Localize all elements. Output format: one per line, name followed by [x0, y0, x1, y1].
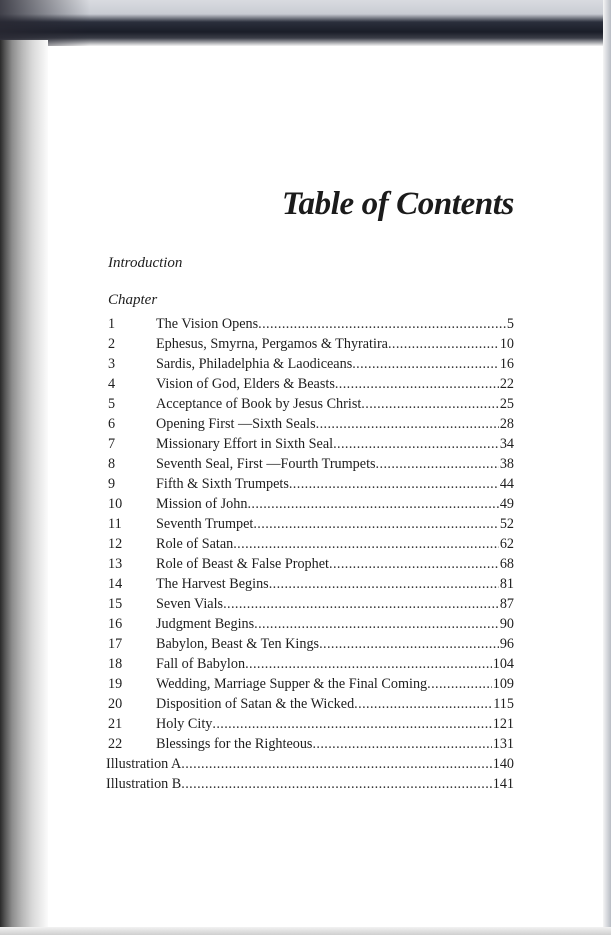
table-of-contents-list [106, 314, 514, 794]
chapter-number: 11 [108, 516, 122, 532]
chapter-number: 8 [108, 456, 116, 472]
chapter-title: Fifth & Sixth Trumpets [156, 476, 289, 492]
chapter-title: The Harvest Begins [156, 576, 269, 592]
page-number: 49 [499, 496, 514, 512]
dot-leader [253, 514, 498, 534]
toc-chapter-row[interactable] [106, 574, 514, 594]
chapter-title: Seventh Seal, First —Fourth Trumpets [156, 456, 376, 472]
dot-leader [333, 434, 499, 454]
toc-chapter-row[interactable] [106, 634, 514, 654]
chapter-number: 6 [108, 416, 116, 432]
page-number: 140 [492, 756, 514, 772]
page-number: 68 [499, 556, 514, 572]
chapter-title: Vision of God, Elders & Beasts [156, 376, 335, 392]
dot-leader [316, 414, 499, 434]
chapter-title: Blessings for the Righteous [156, 736, 313, 752]
toc-chapter-row[interactable] [106, 594, 514, 614]
toc-chapter-row[interactable] [106, 614, 514, 634]
introduction-entry: Introduction [108, 255, 183, 271]
chapter-title: Holy City [156, 716, 213, 732]
toc-chapter-row[interactable] [106, 534, 514, 554]
toc-chapter-row[interactable] [106, 514, 514, 534]
toc-chapter-row[interactable] [106, 654, 514, 674]
chapter-title: Babylon, Beast & Ten Kings [156, 636, 320, 652]
toc-chapter-row[interactable] [106, 674, 514, 694]
dot-leader [269, 574, 499, 594]
chapter-title: Wedding, Marriage Supper & the Final Coming [156, 676, 428, 692]
chapter-number: 7 [108, 436, 116, 452]
dot-leader [361, 394, 499, 414]
chapter-number: 19 [108, 676, 123, 692]
toc-chapter-row[interactable] [106, 554, 514, 574]
dot-leader [212, 714, 491, 734]
chapter-title: Role of Beast & False Prophet [156, 556, 329, 572]
chapter-number: 14 [108, 576, 123, 592]
illustration-title: Illustration A [106, 756, 182, 772]
chapter-title: Disposition of Satan & the Wicked [156, 696, 355, 712]
chapter-number: 15 [108, 596, 123, 612]
page-number: 10 [499, 336, 514, 352]
illustration-title: Illustration B [106, 776, 182, 792]
toc-chapter-row[interactable] [106, 374, 514, 394]
book-cover-top-edge [0, 0, 611, 46]
toc-chapter-row[interactable] [106, 714, 514, 734]
page-number: 90 [499, 616, 514, 632]
dot-leader [329, 554, 499, 574]
chapter-number: 22 [108, 736, 123, 752]
chapter-title: Seventh Trumpet [156, 516, 254, 532]
chapter-number: 21 [108, 716, 123, 732]
page-number: 87 [499, 596, 514, 612]
dot-leader [254, 614, 499, 634]
chapter-title: Mission of John [156, 496, 248, 512]
toc-chapter-row[interactable] [106, 694, 514, 714]
chapter-number: 1 [108, 316, 116, 332]
page-number: 44 [499, 476, 514, 492]
chapter-title: Acceptance of Book by Jesus Christ [156, 396, 362, 412]
page-number: 109 [492, 676, 514, 692]
page-number: 5 [506, 316, 514, 332]
dot-leader [245, 654, 492, 674]
page-right-edge [603, 0, 611, 935]
dot-leader [289, 474, 499, 494]
dot-leader [388, 334, 499, 354]
chapter-number: 12 [108, 536, 123, 552]
chapter-number: 17 [108, 636, 123, 652]
page-number: 62 [499, 536, 514, 552]
chapter-number: 5 [108, 396, 116, 412]
chapter-title: Missionary Effort in Sixth Seal [156, 436, 334, 452]
page-number: 34 [499, 436, 514, 452]
dot-leader [319, 634, 499, 654]
chapter-column-label: Chapter [108, 292, 158, 308]
page-title: Table of Contents [281, 186, 514, 222]
toc-chapter-row[interactable] [106, 394, 514, 414]
dot-leader [354, 694, 492, 714]
dot-leader [181, 754, 491, 774]
toc-chapter-row[interactable] [106, 454, 514, 474]
chapter-title: Judgment Begins [156, 616, 255, 632]
dot-leader [233, 534, 499, 554]
toc-chapter-row[interactable] [106, 314, 514, 334]
chapter-number: 9 [108, 476, 116, 492]
chapter-title: Seven Vials [156, 596, 224, 612]
page-number: 25 [499, 396, 514, 412]
dot-leader [181, 774, 491, 794]
dot-leader [258, 314, 506, 334]
toc-chapter-row[interactable] [106, 734, 514, 754]
toc-chapter-row[interactable] [106, 474, 514, 494]
chapter-number: 16 [108, 616, 123, 632]
dot-leader [352, 354, 499, 374]
chapter-title: Fall of Babylon [156, 656, 246, 672]
chapter-number: 20 [108, 696, 123, 712]
chapter-title: Role of Satan [156, 536, 234, 552]
page-number: 52 [499, 516, 514, 532]
toc-illustration-row[interactable] [106, 754, 514, 774]
page-number: 96 [499, 636, 514, 652]
chapter-number: 2 [108, 336, 116, 352]
chapter-title: Sardis, Philadelphia & Laodiceans [156, 356, 353, 372]
page-number: 16 [499, 356, 514, 372]
page-number: 141 [492, 776, 514, 792]
book-spine-shadow [0, 40, 48, 935]
chapter-number: 18 [108, 656, 123, 672]
page-number: 22 [499, 376, 514, 392]
chapter-number: 13 [108, 556, 123, 572]
chapter-title: The Vision Opens [156, 316, 259, 332]
chapter-number: 4 [108, 376, 116, 392]
dot-leader [312, 734, 491, 754]
dot-leader [223, 594, 499, 614]
dot-leader [335, 374, 499, 394]
dot-leader [247, 494, 498, 514]
toc-chapter-row[interactable] [106, 334, 514, 354]
toc-chapter-row[interactable] [106, 354, 514, 374]
dot-leader [427, 674, 492, 694]
toc-chapter-row[interactable] [106, 434, 514, 454]
page-number: 131 [492, 736, 514, 752]
page-number: 104 [492, 656, 514, 672]
page-number: 28 [499, 416, 514, 432]
toc-illustration-row[interactable] [106, 774, 514, 794]
page-number: 38 [499, 456, 514, 472]
toc-chapter-row[interactable] [106, 494, 514, 514]
dot-leader [376, 454, 499, 474]
page-bottom-edge [0, 927, 611, 935]
page-number: 121 [492, 716, 514, 732]
chapter-title: Opening First —Sixth Seals [156, 416, 316, 432]
chapter-title: Ephesus, Smyrna, Pergamos & Thyratira [156, 336, 388, 352]
page-number: 115 [493, 696, 514, 712]
chapter-number: 3 [108, 356, 116, 372]
page-number: 81 [499, 576, 514, 592]
chapter-number: 10 [108, 496, 123, 512]
toc-chapter-row[interactable] [106, 414, 514, 434]
